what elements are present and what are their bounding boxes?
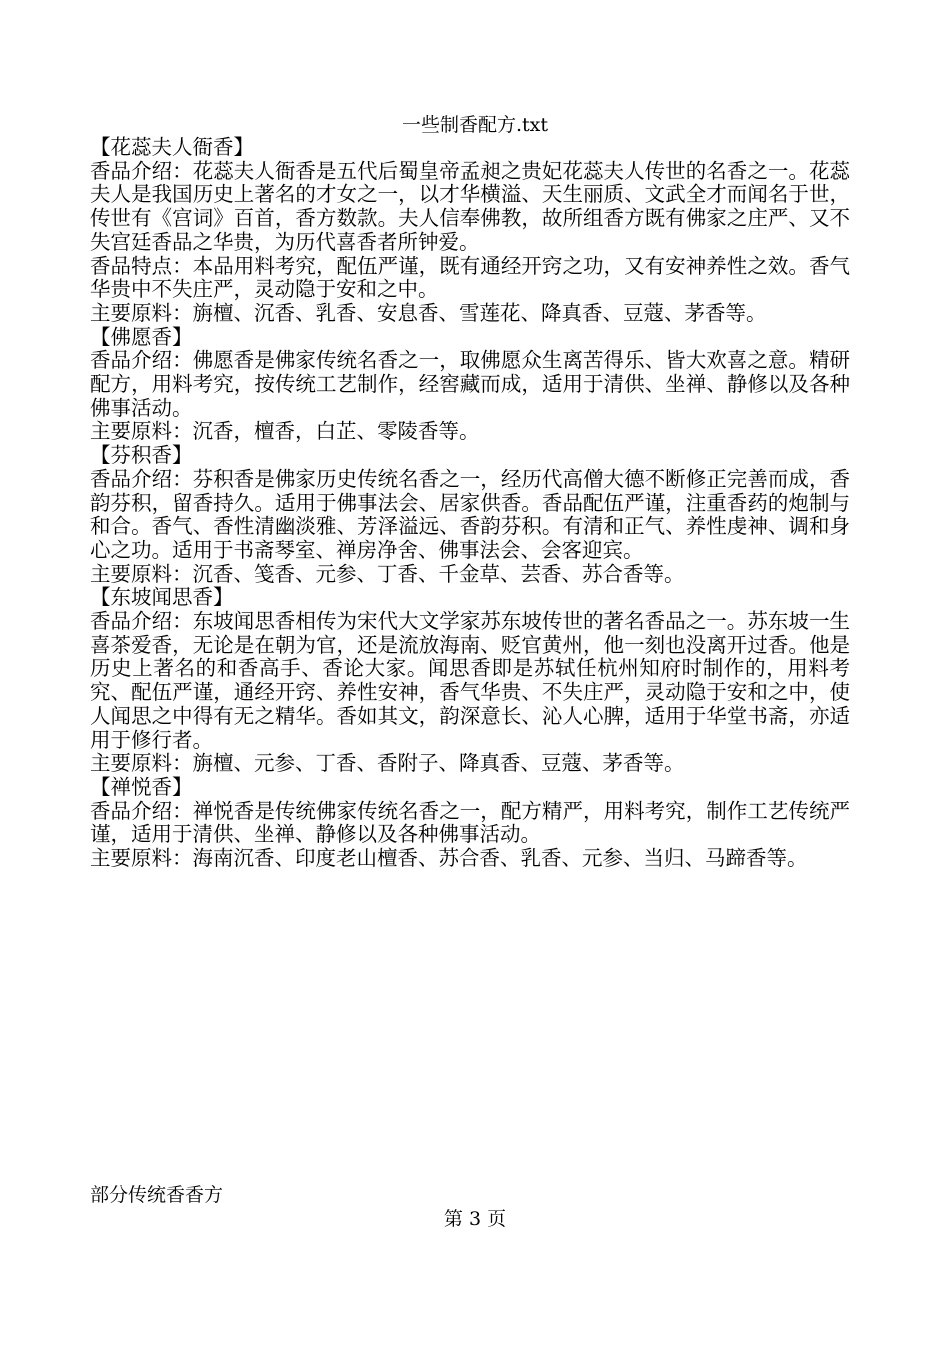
paragraph-chanyue-ingredients: 主要原料：海南沉香、印度老山檀香、苏合香、乳香、元参、当归、马蹄香等。	[90, 846, 808, 871]
paragraph-huarui-features: 香品特点：本品用料考究，配伍严谨，既有通经开窍之功，又有安神养性之效。香气华贵中不失庄严，灵动隐于安和之中。	[90, 253, 850, 302]
paragraph-foyuan-intro: 香品介绍：佛愿香是佛家传统名香之一，取佛愿众生离苦得乐、皆大欢喜之意。精研配方，用料考究，按传统工艺制作，经窖藏而成，适用于清供、坐禅、静修以及各种佛事活动。	[90, 348, 850, 420]
paragraph-chanyue-intro: 香品介绍：禅悦香是传统佛家传统名香之一，配方精严，用料考究，制作工艺传统严谨，适用于清供、坐禅、静修以及各种佛事活动。	[90, 798, 850, 847]
document-body	[90, 136, 850, 871]
document-title: 一些制香配方.txt	[401, 114, 549, 136]
section-heading-chanyue: 【禅悦香】	[90, 774, 193, 799]
section-heading-dongpo: 【东坡闻思香】	[90, 585, 234, 610]
paragraph-fenji-intro: 香品介绍：芬积香是佛家历史传统名香之一，经历代高僧大德不断修正完善而成，香韵芬积，留香持久。适用于佛事法会、居家供香。香品配伍严谨，注重香药的炮制与和合。香气、香性清幽淡雅、芳泽溢远、香韵芬积。有清和正气、养性虔神、调和身心之功。适用于书斋琴室、禅房净舍、佛事法会、会客迎宾。	[90, 466, 850, 562]
paragraph-dongpo-intro: 香品介绍：东坡闻思香相传为宋代大文学家苏东坡传世的著名香品之一。苏东坡一生喜茶爱香，无论是在朝为官，还是流放海南、贬官黄州，他一刻也没离开过香。他是历史上著名的和香高手、香论大家。闻思香即是苏轼任杭州知府时制作的，用料考究、配伍严谨，通经开窍、养性安神，香气华贵、不失庄严，灵动隐于安和之中，使人闻思之中得有无之精华。香如其文，韵深意长、沁人心脾，适用于华堂书斋，亦适用于修行者。	[90, 609, 850, 752]
paragraph-dongpo-ingredients: 主要原料：旃檀、元参、丁香、香附子、降真香、豆蔻、茅香等。	[90, 751, 685, 776]
paragraph-fenji-ingredients: 主要原料：沉香、笺香、元参、丁香、千金草、芸香、苏合香等。	[90, 561, 685, 586]
section-heading-huarui: 【花蕊夫人衙香】	[90, 135, 254, 159]
section-heading-foyuan: 【佛愿香】	[90, 324, 193, 349]
footer-note: 部分传统香香方	[90, 1184, 224, 1206]
paragraph-huarui-ingredients: 主要原料：旃檀、沉香、乳香、安息香、雪莲花、降真香、豆蔻、茅香等。	[90, 300, 767, 325]
page-number: 第 3 页	[443, 1208, 507, 1230]
paragraph-foyuan-ingredients: 主要原料：沉香，檀香，白芷、零陵香等。	[90, 419, 480, 444]
section-heading-fenji: 【芬积香】	[90, 443, 193, 468]
paragraph-huarui-intro: 香品介绍：花蕊夫人衙香是五代后蜀皇帝孟昶之贵妃花蕊夫人传世的名香之一。花蕊夫人是我国历史上著名的才女之一，以才华横溢、天生丽质、文武全才而闻名于世，传世有《宫词》百首，香方数款。夫人信奉佛教，故所组香方既有佛家之庄严、又不失宫廷香品之华贵，为历代喜香者所钟爱。	[90, 158, 850, 254]
